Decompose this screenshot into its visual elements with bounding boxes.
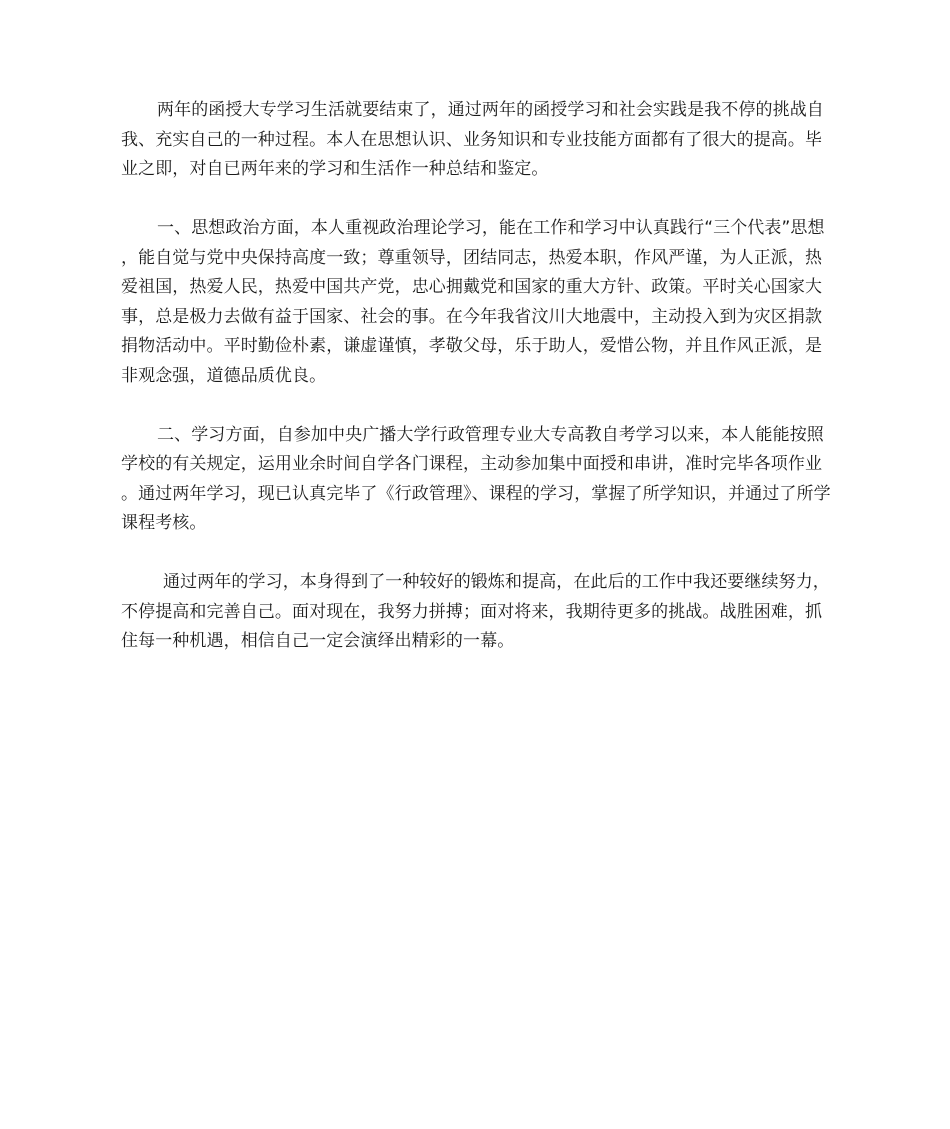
paragraph-conclusion: 通过两年的学习，本身得到了一种较好的锻炼和提高，在此后的工作中我还要继续努力，不停提高和完善自己。面对现在，我努力拼搏；面对将来，我期待更多的挑战。战胜困难，抓住每一种机遇，相信自己一定会演绎出精彩的一幕。 <box>121 572 830 651</box>
document-body <box>121 96 833 686</box>
paragraph-intro: 两年的函授大专学习生活就要结束了，通过两年的函授学习和社会实践是我不停的挑战自我、充实自己的一种过程。本人在思想认识、业务知识和专业技能方面都有了很大的提高。毕业之即，对自已两年来的学习和生活作一种总结和鉴定。 <box>121 100 824 179</box>
paragraph-study: 二、学习方面，自参加中央广播大学行政管理专业大专高教自考学习以来，本人能能按照学校的有关规定，运用业余时间自学各门课程，主动参加集中面授和串讲，准时完毕各项作业。通过两年学习，现已认真完毕了《行政管理》、课程的学习，掌握了所学知识，并通过了所学课程考核。 <box>121 424 831 533</box>
paragraph-political: 一、思想政治方面，本人重视政治理论学习，能在工作和学习中认真践行“三个代表”思想，能自觉与党中央保持高度一致；尊重领导，团结同志，热爱本职，作风严谨，为人正派，热爱祖国，热爱人民，热爱中国共产党，忠心拥戴党和国家的重大方针、政策。平时关心国家大事，总是极力去做有益于国家、社会的事。在今年我省汶川大地震中，主动投入到为灾区捐款捐物活动中。平时勤俭朴素，谦虚谨慎，孝敬父母，乐于助人，爱惜公物，并且作风正派，是非观念强，道德品质优良。 <box>121 218 825 386</box>
